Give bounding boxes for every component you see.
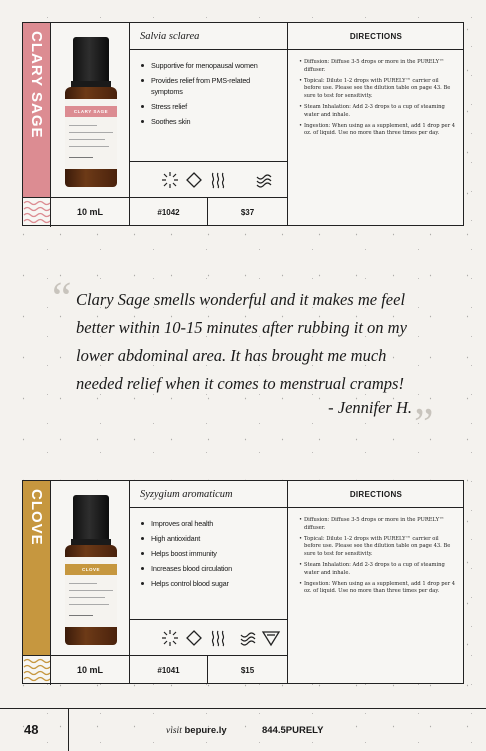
steam-icon	[208, 628, 228, 648]
benefit-item: Helps boost immunity	[140, 548, 279, 559]
bottle-image	[64, 37, 118, 189]
open-quote-mark: “	[52, 273, 72, 322]
usage-icons	[130, 619, 288, 655]
bottle-image	[64, 495, 118, 647]
visit-word: visit	[166, 726, 182, 736]
benefit-item: Provides relief from PMS-related symptoms	[140, 75, 279, 97]
direction-item: • Topical: Dilute 1-2 drops with PURELY™ carrier oil before use. Please see the dilution table on page 43. Be sure to test for sensitivity.	[299, 536, 456, 559]
directions-list	[288, 508, 464, 684]
ingestion-icon	[261, 628, 281, 648]
page-number: 48	[24, 722, 39, 737]
diffuse-icon	[160, 170, 180, 190]
benefit-item: Increases blood circulation	[140, 563, 279, 574]
benefits-list	[130, 508, 288, 619]
direction-item: • Diffusion: Diffuse 3-5 drops or more in the PURELY™ diffuser.	[299, 517, 456, 533]
wave-inhalation-icon	[238, 628, 258, 648]
product-name: CLOVE	[28, 489, 45, 546]
product-card-clary-sage	[22, 22, 464, 226]
direction-item: • Diffusion: Diffuse 3-5 drops or more in the PURELY™ diffuser.	[299, 59, 456, 75]
benefit-item: Stress relief	[140, 101, 279, 112]
testimonial-text: Clary Sage smells wonderful and it makes me feel better within 10-15 minutes after rubbing it on my lower abdominal area. It has brought me much needed relief when it comes to menstrual cramps!	[76, 290, 407, 393]
diffuse-icon	[160, 628, 180, 648]
direction-item: • Topical: Dilute 1-2 drops with PURELY™ carrier oil before use. Please see the dilution table on page 43. Be sure to test for sensitivity.	[299, 78, 456, 101]
bottle-image-cell	[51, 23, 130, 197]
product-number: #1041	[130, 655, 208, 684]
side-band	[23, 23, 51, 227]
benefit-item: Soothes skin	[140, 116, 279, 127]
directions-heading: DIRECTIONS	[288, 481, 464, 508]
topical-icon	[184, 628, 204, 648]
size-value: 10 mL	[51, 655, 130, 684]
direction-item: • Ingestion: When using as a supplement, add 1 drop per 4 oz. of liquid. Use no more than three times per day.	[299, 123, 456, 139]
waves-pattern	[23, 655, 50, 684]
product-card-clove	[22, 480, 464, 684]
website-link[interactable]: bepure.ly	[184, 725, 227, 736]
product-number: #1042	[130, 197, 208, 226]
testimonial-author: - Jennifer H.	[328, 398, 412, 417]
product-name: CLARY SAGE	[28, 31, 45, 139]
product-price: $15	[208, 655, 288, 684]
bottle-image-cell	[51, 481, 130, 655]
bottle-label: CLOVE	[65, 564, 117, 575]
product-price: $37	[208, 197, 288, 226]
latin-name: Salvia sclarea	[130, 23, 288, 50]
direction-item: • Ingestion: When using as a supplement, add 1 drop per 4 oz. of liquid. Use no more than three times per day.	[299, 581, 456, 597]
benefit-item: High antioxidant	[140, 533, 279, 544]
size-value: 10 mL	[51, 197, 130, 226]
direction-item: • Steam Inhalation: Add 2-3 drops to a cup of steaming water and inhale.	[299, 562, 456, 578]
benefit-item: Supportive for menopausal women	[140, 60, 279, 71]
footer-rule	[0, 708, 486, 709]
steam-icon	[208, 170, 228, 190]
footer-divider	[68, 708, 69, 751]
benefit-item: Helps control blood sugar	[140, 578, 279, 589]
directions-heading: DIRECTIONS	[288, 23, 464, 50]
footer-phone[interactable]: 844.5PURELY	[262, 725, 324, 736]
topical-icon	[184, 170, 204, 190]
footer-website	[166, 725, 227, 736]
side-band	[23, 481, 51, 685]
usage-icons	[130, 161, 288, 197]
waves-pattern	[23, 197, 50, 226]
bottle-label: CLARY SAGE	[65, 106, 117, 117]
direction-item: • Steam Inhalation: Add 2-3 drops to a cup of steaming water and inhale.	[299, 104, 456, 120]
close-quote-mark: ”	[414, 399, 434, 448]
benefit-item: Improves oral health	[140, 518, 279, 529]
benefits-list	[130, 50, 288, 161]
directions-list	[288, 50, 464, 226]
latin-name: Syzygium aromaticum	[130, 481, 288, 508]
wave-inhalation-icon	[254, 170, 274, 190]
